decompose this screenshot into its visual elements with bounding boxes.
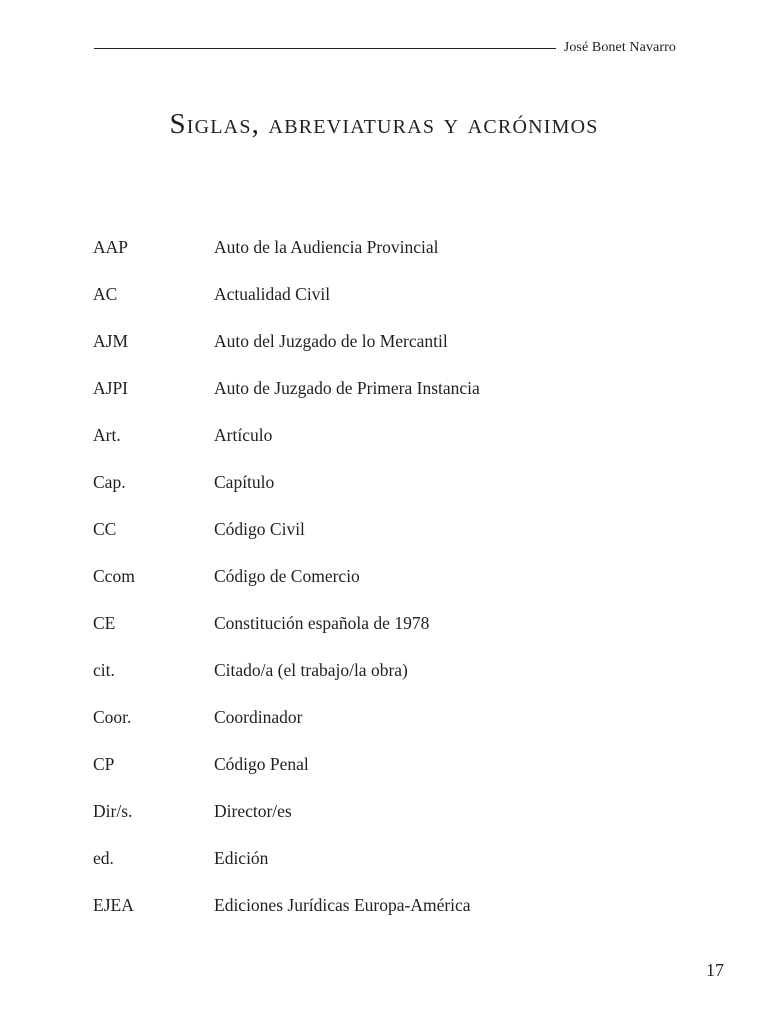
abbreviation-definition: Director/es bbox=[214, 801, 292, 821]
abbreviation-definition: Citado/a (el trabajo/la obra) bbox=[214, 660, 408, 680]
abbreviation-term: cit. bbox=[93, 660, 115, 680]
abbreviation-term: AC bbox=[93, 284, 118, 304]
abbreviation-row bbox=[93, 563, 693, 610]
abbreviation-row bbox=[93, 657, 693, 704]
abbreviation-definition: Auto de Juzgado de Primera Instancia bbox=[214, 378, 480, 398]
abbreviation-definition: Constitución española de 1978 bbox=[214, 613, 430, 633]
abbreviation-term: CE bbox=[93, 613, 116, 633]
running-header bbox=[94, 38, 676, 58]
abbreviation-term: AAP bbox=[93, 237, 129, 257]
abbreviation-term: Dir/s. bbox=[93, 801, 133, 821]
abbreviation-row bbox=[93, 422, 693, 469]
abbreviation-row bbox=[93, 234, 693, 281]
header-rule bbox=[94, 48, 556, 49]
abbreviation-row bbox=[93, 375, 693, 422]
abbreviation-definition: Código de Comercio bbox=[214, 566, 360, 586]
abbreviation-row bbox=[93, 845, 693, 892]
page-title: Siglas, abreviaturas y acrónimos bbox=[169, 108, 599, 140]
abbreviation-row bbox=[93, 328, 693, 375]
abbreviation-row bbox=[93, 516, 693, 563]
abbreviation-row bbox=[93, 610, 693, 657]
abbreviation-term: Art. bbox=[93, 425, 121, 445]
abbreviation-row bbox=[93, 892, 693, 939]
abbreviation-term: ed. bbox=[93, 848, 114, 868]
abbreviation-definition: Código Civil bbox=[214, 519, 305, 539]
abbreviation-row bbox=[93, 751, 693, 798]
abbreviation-row bbox=[93, 281, 693, 328]
abbreviation-term: AJPI bbox=[93, 378, 129, 398]
abbreviation-term: Cap. bbox=[93, 472, 126, 492]
abbreviation-definition: Actualidad Civil bbox=[214, 284, 331, 304]
abbreviation-term: Coor. bbox=[93, 707, 132, 727]
abbreviation-definition: Código Penal bbox=[214, 754, 309, 774]
abbreviation-term: AJM bbox=[93, 331, 129, 351]
abbreviation-definition: Capítulo bbox=[214, 472, 275, 492]
abbreviation-definition: Artículo bbox=[214, 425, 273, 445]
page-number: 17 bbox=[706, 960, 724, 980]
abbreviation-list bbox=[93, 234, 693, 939]
abbreviation-term: EJEA bbox=[93, 895, 134, 915]
abbreviation-definition: Auto del Juzgado de lo Mercantil bbox=[214, 331, 448, 351]
abbreviation-definition: Ediciones Jurídicas Europa-América bbox=[214, 895, 471, 915]
abbreviation-definition: Auto de la Audiencia Provincial bbox=[214, 237, 439, 257]
abbreviation-row bbox=[93, 469, 693, 516]
header-author: José Bonet Navarro bbox=[563, 40, 676, 55]
abbreviation-definition: Edición bbox=[214, 848, 269, 868]
abbreviation-definition: Coordinador bbox=[214, 707, 303, 727]
abbreviation-term: Ccom bbox=[93, 566, 135, 586]
abbreviation-row bbox=[93, 798, 693, 845]
abbreviation-term: CC bbox=[93, 519, 117, 539]
abbreviation-term: CP bbox=[93, 754, 115, 774]
abbreviation-row bbox=[93, 704, 693, 751]
